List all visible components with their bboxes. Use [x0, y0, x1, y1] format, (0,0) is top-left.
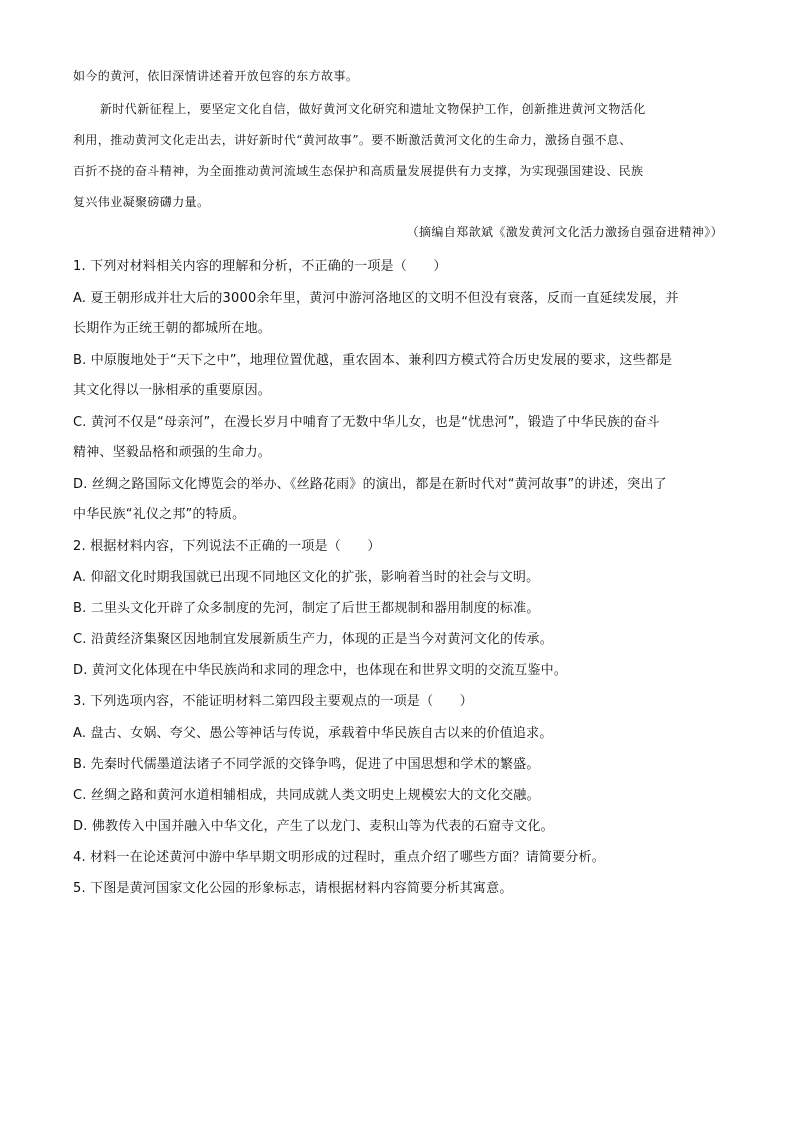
question-stem: 3. 下列选项内容，不能证明材料二第四段主要观点的一项是（ ） — [73, 694, 473, 709]
question-stem: 4. 材料一在论述黄河中游中华早期文明形成的过程时，重点介绍了哪些方面？请简要分析。 — [73, 850, 605, 865]
option-line: D. 丝绸之路国际文化博览会的举办、《丝路花雨》的演出，都是在新时代对“黄河故事”的讲述，突出了 — [73, 477, 667, 492]
option-line: D. 佛教传入中国并融入中华文化，产生了以龙门、麦积山等为代表的石窟寺文化。 — [73, 819, 554, 834]
option-line: 精神、坚毅品格和顽强的生命力。 — [73, 445, 272, 460]
option-line: A. 仰韶文化时期我国就已出现不同地区文化的扩张，影响着当时的社会与文明。 — [73, 570, 540, 585]
question-stem: 1. 下列对材料相关内容的理解和分析，不正确的一项是（ ） — [73, 259, 447, 274]
question-stem: 2. 根据材料内容，下列说法不正确的一项是（ ） — [73, 539, 381, 554]
source-citation: （摘编自郑歆斌《激发黄河文化活力激扬自强奋进精神》） — [406, 225, 723, 239]
option-line: B. 中原腹地处于“天下之中”，地理位置优越，重农固本、兼利四方模式符合历史发展的要求，这些都是 — [73, 353, 673, 368]
passage-line: 新时代新征程上，要坚定文化自信，做好黄河文化研究和遗址文物保护工作，创新推进黄河文物活化 — [100, 102, 646, 116]
option-line: 其文化得以一脉相承的重要原因。 — [73, 383, 272, 398]
option-line: A. 盘古、女娲、夸父、愚公等神话与传说，承载着中华民族自古以来的价值追求。 — [73, 726, 553, 741]
passage-line: 复兴伟业凝聚磅礴力量。 — [73, 195, 210, 209]
option-line: C. 黄河不仅是“母亲河”，在漫长岁月中哺育了无数中华儿女，也是“忧患河”，锻造了中华民族的奋斗 — [73, 415, 660, 430]
option-line: C. 丝绸之路和黄河水道相辅相成，共同成就人类文明史上规模宏大的文化交融。 — [73, 788, 540, 803]
option-line: A. 夏王朝形成并壮大后的3000余年里，黄河中游河洛地区的文明不但没有衰落，反而一直延续发展，并 — [73, 291, 679, 306]
passage-line: 利用，推动黄河文化走出去，讲好新时代“黄河故事”。要不断激活黄河文化的生命力，激扬自强不息、 — [73, 133, 632, 147]
option-line: C. 沿黄经济集聚区因地制宜发展新质生产力，体现的正是当今对黄河文化的传承。 — [73, 632, 553, 647]
option-line: B. 先秦时代儒墨道法诸子不同学派的交锋争鸣，促进了中国思想和学术的繁盛。 — [73, 757, 540, 772]
option-line: D. 黄河文化体现在中华民族尚和求同的理念中，也体现在和世界文明的交流互鉴中。 — [73, 663, 568, 678]
option-line: B. 二里头文化开辟了众多制度的先河，制定了后世王都规制和器用制度的标准。 — [73, 601, 540, 616]
passage-line: 如今的黄河，依旧深情讲述着开放包容的东方故事。 — [73, 69, 359, 83]
question-stem: 5. 下图是黄河国家文化公园的形象标志，请根据材料内容简要分析其寓意。 — [73, 881, 513, 896]
option-line: 长期作为正统王朝的都城所在地。 — [73, 321, 272, 336]
option-line: 中华民族“礼仪之邦”的特质。 — [73, 507, 246, 522]
passage-line: 百折不挠的奋斗精神，为全面推动黄河流域生态保护和高质量发展提供有力支撑，为实现强国建设、民族 — [73, 164, 644, 178]
